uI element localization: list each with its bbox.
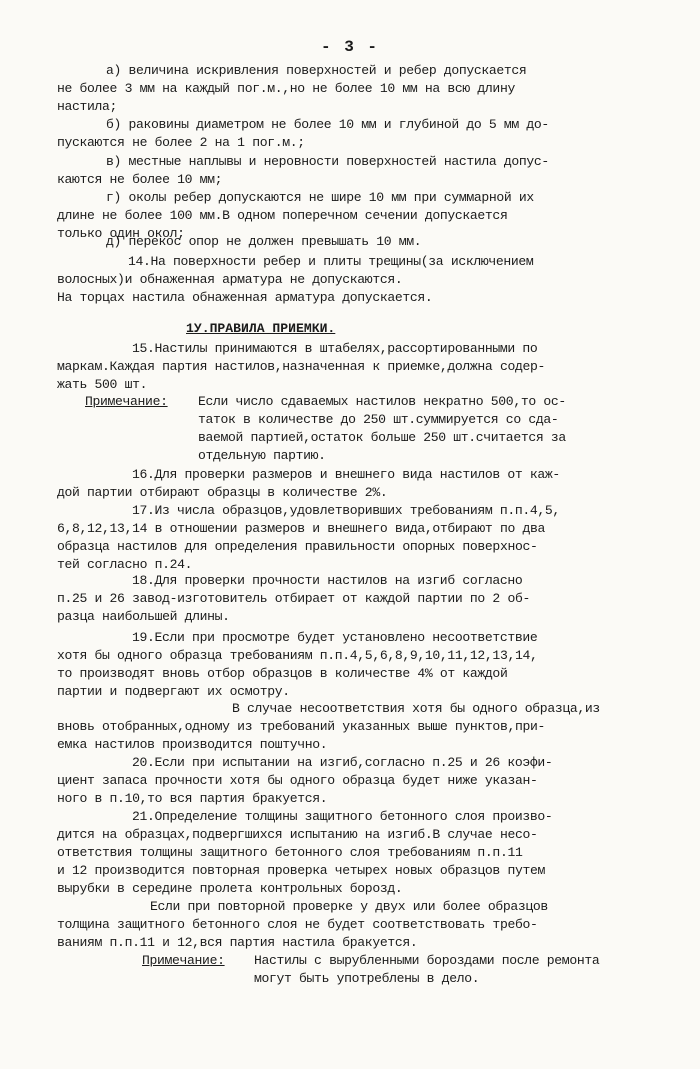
section-heading: 1У.ПРАВИЛА ПРИЕМКИ. — [186, 321, 336, 336]
text-line: вновь отобранных,одному из требований указанных выше пунктов,при- — [57, 719, 545, 734]
text-line: настила; — [57, 99, 118, 114]
text-line: дой партии отбирают образцы в количестве 2%. — [57, 485, 388, 500]
text-line: хотя бы одного образца требованиям п.п.4,5,6,8,9,10,11,12,13,14, — [57, 648, 538, 663]
text-line: отдельную партию. — [198, 448, 326, 463]
text-line: 21.Определение толщины защитного бетонного слоя произво- — [132, 809, 553, 824]
text-line: ваниям п.п.11 и 12,вся партия настила бракуется. — [57, 935, 418, 950]
text-line: 18.Для проверки прочности настилов на изгиб согласно — [132, 573, 523, 588]
text-line: таток в количестве до 250 шт.суммируется со сда- — [198, 412, 559, 427]
text-line: б) раковины диаметром не более 10 мм и глубиной до 5 мм до- — [106, 117, 549, 132]
text-line: Если при повторной проверке у двух или более образцов — [150, 899, 548, 914]
text-line: и 12 производится повторная проверка четырех новых образцов путем — [57, 863, 545, 878]
text-line: каются не более 10 мм; — [57, 172, 223, 187]
note-label: Примечание: — [85, 394, 168, 409]
page-number: - 3 - — [320, 38, 379, 56]
text-line: емка настилов производится поштучно. — [57, 737, 328, 752]
text-line: тей согласно п.24. — [57, 557, 193, 572]
text-line: волосных)и обнаженная арматура не допускаются. — [57, 272, 403, 287]
text-line: Если число сдаваемых настилов некратно 500,то ос- — [198, 394, 566, 409]
text-line: 14.На поверхности ребер и плиты трещины(за исключением — [128, 254, 534, 269]
text-line: а) величина искривления поверхностей и ребер допускается — [106, 63, 527, 78]
text-line: В случае несоответствия хотя бы одного образца,из — [232, 701, 600, 716]
text-line: На торцах настила обнаженная арматура допускается. — [57, 290, 433, 305]
text-line: только один окол; — [57, 226, 185, 241]
text-line: ного в п.10,то вся партия бракуется. — [57, 791, 328, 806]
text-line: 6,8,12,13,14 в отношении размеров и внешнего вида,отбирают по два — [57, 521, 545, 536]
text-line: 15.Настилы принимаются в штабелях,рассортированными по — [132, 341, 538, 356]
text-line: могут быть употреблены в дело. — [254, 971, 480, 986]
text-line: разца наибольшей длины. — [57, 609, 230, 624]
text-line: ответствия толщины защитного бетонного слоя требованиям п.п.11 — [57, 845, 523, 860]
text-line: жать 500 шт. — [57, 377, 148, 392]
text-line: толщина защитного бетонного слоя не будет соответствовать требо- — [57, 917, 538, 932]
text-line: Настилы с вырубленными бороздами после ремонта — [254, 953, 600, 968]
text-line: г) околы ребер допускаются не шире 10 мм при суммарной их — [106, 190, 534, 205]
text-line: ваемой партией,остаток больше 250 шт.считается за — [198, 430, 566, 445]
text-line: 20.Если при испытании на изгиб,согласно п.25 и 26 коэфи- — [132, 755, 553, 770]
text-line: п.25 и 26 завод-изготовитель отбирает от каждой партии по 2 об- — [57, 591, 530, 606]
text-line: вырубки в середине пролета контрольных борозд. — [57, 881, 403, 896]
text-line: образца настилов для определения правильности опорных поверхнос- — [57, 539, 538, 554]
text-line: маркам.Каждая партия настилов,назначенная к приемке,должна содер- — [57, 359, 545, 374]
text-line: партии и подвергают их осмотру. — [57, 684, 290, 699]
text-line: в) местные наплывы и неровности поверхностей настила допус- — [106, 154, 549, 169]
note-label: Примечание: — [142, 953, 225, 968]
text-line: циент запаса прочности хотя бы одного образца будет ниже указан- — [57, 773, 538, 788]
text-line: не более 3 мм на каждый пог.м.,но не более 10 мм на всю длину — [57, 81, 515, 96]
text-line: 19.Если при просмотре будет установлено несоответствие — [132, 630, 538, 645]
text-line: длине не более 100 мм.В одном поперечном сечении допускается — [57, 208, 508, 223]
text-line: 16.Для проверки размеров и внешнего вида настилов от каж- — [132, 467, 560, 482]
text-line: то производят вновь отбор образцов в количестве 4% от каждой — [57, 666, 508, 681]
text-line: д) перекос опор не должен превышать 10 мм. — [106, 234, 422, 249]
text-line: пускаются не более 2 на 1 пог.м.; — [57, 135, 305, 150]
text-line: дится на образцах,подвергшихся испытанию на изгиб.В случае несо- — [57, 827, 538, 842]
text-line: 17.Из числа образцов,удовлетворивших требованиям п.п.4,5, — [132, 503, 560, 518]
